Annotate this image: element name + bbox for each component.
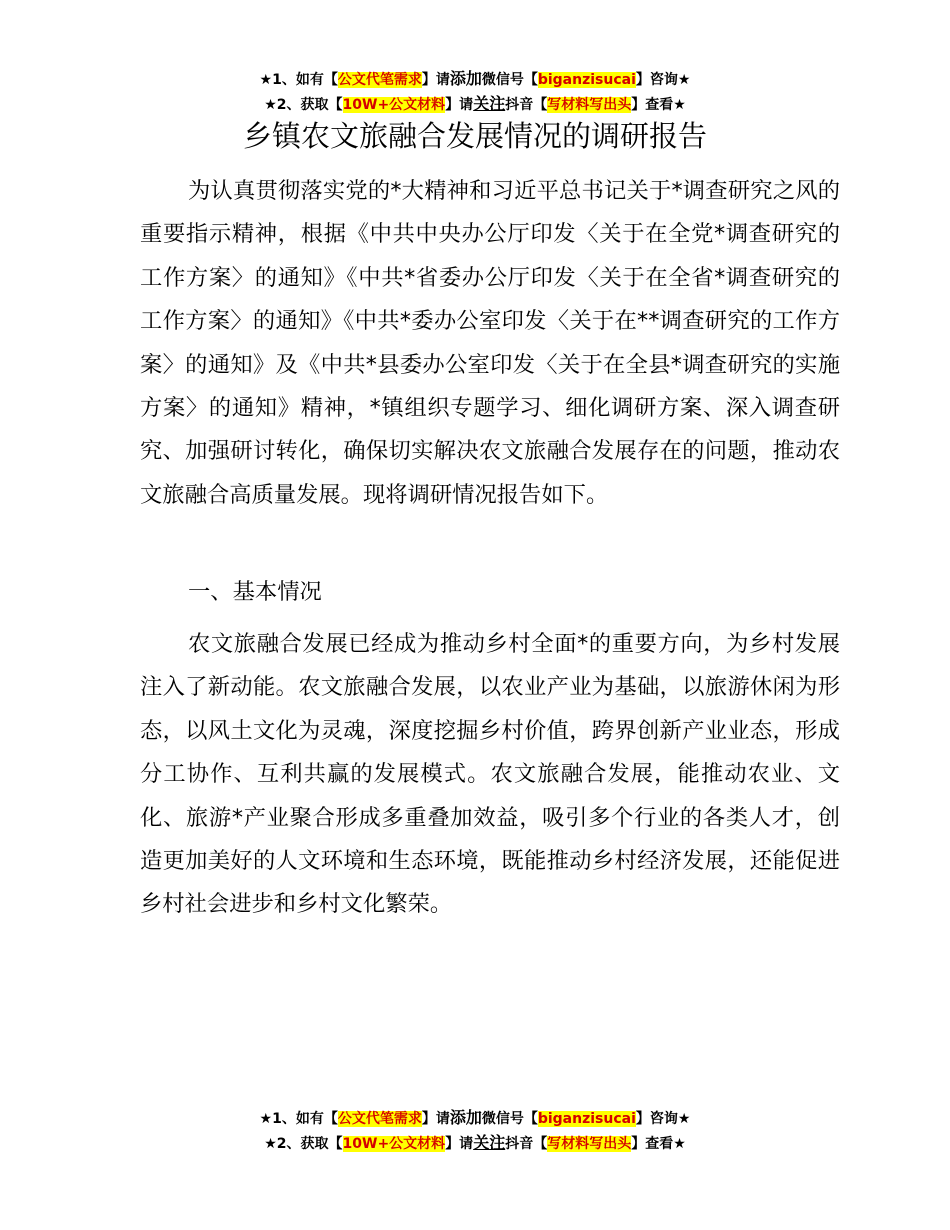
douyin-id-highlight: 写材料写出头 [547,1136,632,1152]
basic-situation-paragraph: 农文旅融合发展已经成为推动乡村全面*的重要方向，为乡村发展注入了新动能。农文旅融合发展，以农业产业为基础，以旅游休闲为形态，以风土文化为灵魂，深度挖掘乡村价值，跨界创新产业业态，形成分工协作、互利共赢的发展模式。农文旅融合发展，能推动农业、文化、旅游*产业聚合形成多重叠加效益，吸引多个行业的各类人才，创造更加美好的人文环境和生态环境，既能推动乡村经济发展，还能促进乡村社会进步和乡村文化繁荣。 [140,631,840,918]
promo-highlight: 公文代笔需求 [337,1111,422,1127]
section-heading: 一、基本情况 [188,579,322,605]
wechat-id-highlight: biganzisucai [537,1111,636,1127]
promo-line-2: ★2、获取【10W+公文材料】请关注抖音【写材料写出头】查看★ [264,1133,686,1152]
promo-line-2: ★2、获取【10W+公文材料】请关注抖音【写材料写出头】查看★ [264,94,686,113]
document-title: 乡镇农文旅融合发展情况的调研报告 [242,119,707,153]
bottom-promo-banner [0,1106,950,1156]
promo-highlight: 公文代笔需求 [337,72,422,88]
promo-line-1: ★1、如有【公文代笔需求】请添加微信号【biganzisucai】咨询★ [259,69,691,88]
douyin-id-highlight: 写材料写出头 [547,97,632,113]
top-promo-banner [0,67,950,117]
intro-paragraph: 为认真贯彻落实党的*大精神和习近平总书记关于*调查研究之风的重要指示精神，根据《中共中央办公厅印发〈关于在全党*调查研究的工作方案〉的通知》《中共*省委办公厅印发〈关于在全省*调查研究的工作方案〉的通知》《中共*委办公室印发〈关于在**调查研究的工作方案〉的通知》及《中共*县委办公室印发〈关于在全县*调查研究的实施方案〉的通知》精神，*镇组织专题学习、细化调研方案、深入调查研究、加强研讨转化，确保切实解决农文旅融合发展存在的问题，推动农文旅融合高质量发展。现将调研情况报告如下。 [140,178,840,508]
promo-highlight: 10W+公文材料 [342,1136,446,1152]
wechat-id-highlight: biganzisucai [537,72,636,88]
promo-line-1: ★1、如有【公文代笔需求】请添加微信号【biganzisucai】咨询★ [259,1108,691,1127]
promo-highlight: 10W+公文材料 [342,97,446,113]
